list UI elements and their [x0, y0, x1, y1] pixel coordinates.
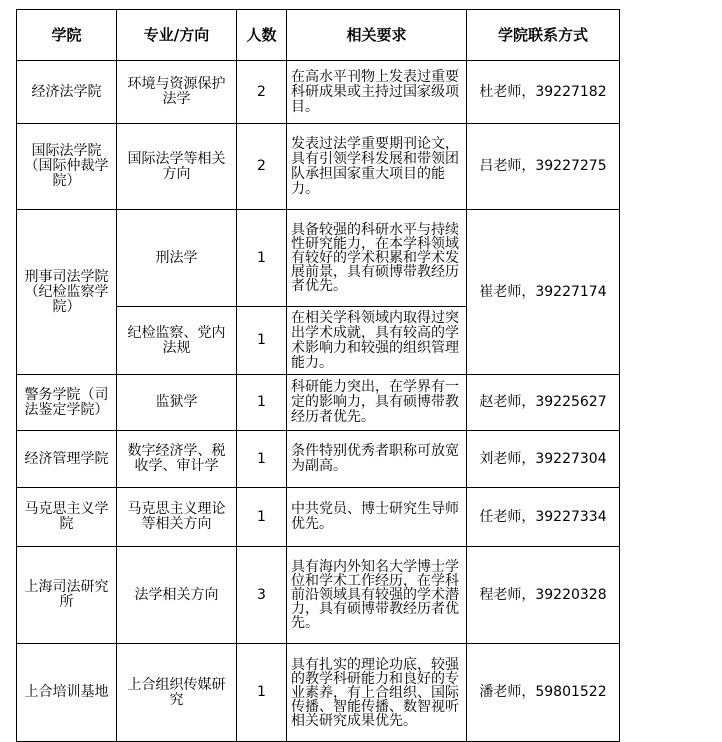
major-cell: 刑法学 — [117, 210, 237, 307]
requirements-cell: 具备较强的科研水平与持续性研究能力，在本学科领域有较好的学术积累和学术发展前景，具有硕博带教经历者优先。 — [287, 210, 467, 307]
major-cell: 数字经济学、税收学、审计学 — [117, 431, 237, 488]
requirements-cell: 发表过法学重要期刊论文，具有引领学科发展和带领团队承担国家重大项目的能力。 — [287, 124, 467, 210]
college-cell: 刑事司法学院（纪检监察学院） — [17, 210, 117, 375]
table-row — [17, 644, 620, 742]
college-cell: 国际法学院（国际仲裁学院） — [17, 124, 117, 210]
contact-cell: 吕老师，39227275 — [467, 124, 620, 210]
requirements-cell: 条件特别优秀者职称可放宽为副高。 — [287, 431, 467, 488]
contact-cell: 赵老师，39225627 — [467, 375, 620, 431]
contact-cell: 杜老师，39227182 — [467, 61, 620, 124]
college-cell: 经济法学院 — [17, 61, 117, 124]
major-cell: 国际法学等相关方向 — [117, 124, 237, 210]
major-cell: 法学相关方向 — [117, 547, 237, 644]
college-cell: 上海司法研究所 — [17, 547, 117, 644]
requirements-cell: 具有扎实的理论功底，较强的教学科研能力和良好的专业素养，有上合组织、国际传播、智能传播、数智视听相关研究成果优先。 — [287, 644, 467, 742]
recruitment-table — [16, 9, 620, 742]
major-cell: 上合组织传媒研究 — [117, 644, 237, 742]
college-cell: 上合培训基地 — [17, 644, 117, 742]
header-count: 人数 — [237, 10, 287, 61]
header-major: 专业/方向 — [117, 10, 237, 61]
major-cell: 马克思主义理论等相关方向 — [117, 488, 237, 547]
table-row — [17, 210, 620, 307]
count-cell: 1 — [237, 431, 287, 488]
table-row — [17, 61, 620, 124]
table-row — [17, 124, 620, 210]
college-cell: 马克思主义学院 — [17, 488, 117, 547]
requirements-cell: 中共党员、博士研究生导师优先。 — [287, 488, 467, 547]
header-row — [17, 10, 620, 61]
header-college: 学院 — [17, 10, 117, 61]
major-cell: 纪检监察、党内法规 — [117, 307, 237, 375]
requirements-cell: 在相关学科领域内取得过突出学术成就，具有较高的学术影响力和较强的组织管理能力。 — [287, 307, 467, 375]
count-cell: 1 — [237, 375, 287, 431]
college-cell: 警务学院（司法鉴定学院） — [17, 375, 117, 431]
table-row — [17, 547, 620, 644]
major-cell: 监狱学 — [117, 375, 237, 431]
major-cell: 环境与资源保护法学 — [117, 61, 237, 124]
contact-cell: 刘老师，39227304 — [467, 431, 620, 488]
requirements-cell: 科研能力突出，在学界有一定的影响力，具有硕博带教经历者优先。 — [287, 375, 467, 431]
contact-cell: 程老师，39220328 — [467, 547, 620, 644]
count-cell: 2 — [237, 61, 287, 124]
contact-cell: 崔老师，39227174 — [467, 210, 620, 375]
table-row — [17, 488, 620, 547]
count-cell: 1 — [237, 210, 287, 307]
requirements-cell: 在高水平刊物上发表过重要科研成果或主持过国家级项目。 — [287, 61, 467, 124]
count-cell: 3 — [237, 547, 287, 644]
header-requirements: 相关要求 — [287, 10, 467, 61]
table-row — [17, 431, 620, 488]
count-cell: 1 — [237, 307, 287, 375]
contact-cell: 任老师，39227334 — [467, 488, 620, 547]
header-contact: 学院联系方式 — [467, 10, 620, 61]
requirements-cell: 具有海内外知名大学博士学位和学术工作经历，在学科前沿领域具有较强的学术潜力，具有硕博带教经历者优先。 — [287, 547, 467, 644]
count-cell: 1 — [237, 644, 287, 742]
count-cell: 2 — [237, 124, 287, 210]
college-cell: 经济管理学院 — [17, 431, 117, 488]
count-cell: 1 — [237, 488, 287, 547]
contact-cell: 潘老师，59801522 — [467, 644, 620, 742]
table-row — [17, 375, 620, 431]
